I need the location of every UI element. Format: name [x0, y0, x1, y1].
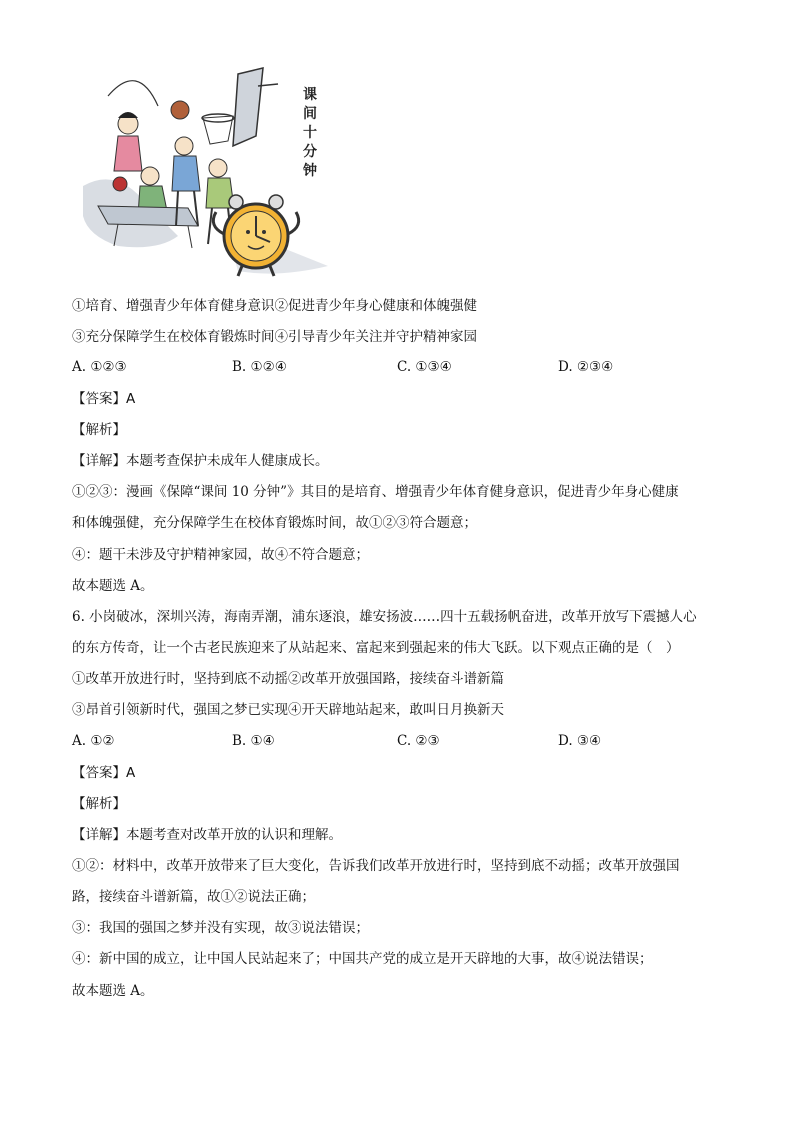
q6-stem-line2: 的东方传奇，让一个古老民族迎来了从站起来、富起来到强起来的伟大飞跃。以下观点正确的是（ ）	[72, 640, 680, 656]
q5-statements-line2: ③充分保障学生在校体育锻炼时间④引导青少年关注并守护精神家园	[72, 329, 477, 345]
q5-explanation-1-line1: ①②③：漫画《保障“课间 10 分钟”》其目的是培育、增强青少年体育健身意识，促进青少年身心健康	[72, 484, 679, 500]
q5-answer: 【答案】A	[72, 391, 136, 407]
q5-conclusion: 故本题选 A。	[72, 578, 154, 594]
cartoon-title: 课间十分钟	[303, 87, 317, 179]
q5-statements-line1: ①培育、增强青少年体育健身意识②促进青少年身心健康和体魄强健	[72, 298, 477, 314]
q6-options	[72, 731, 722, 751]
q6-explanation-2: ③：我国的强国之梦并没有实现，故③说法错误；	[72, 920, 369, 936]
q6-statements-line2: ③昂首引领新时代，强国之梦已实现④开天辟地站起来，敢叫日月换新天	[72, 702, 504, 718]
q5-option-c: C. ①③④	[397, 359, 452, 375]
q5-option-b: B. ①②④	[232, 359, 287, 375]
q6-option-b: B. ①④	[232, 733, 275, 749]
q6-stem-line1: 6. 小岗破冰，深圳兴涛，海南弄潮，浦东逐浪，雄安扬波……四十五载扬帆奋进，改革开放写下震撼人心	[72, 609, 697, 625]
q5-explanation-2: ④：题干未涉及守护精神家园，故④不符合题意；	[72, 547, 369, 563]
q6-analysis-label: 【解析】	[72, 796, 126, 812]
q6-detail: 【详解】本题考查对改革开放的认识和理解。	[72, 827, 342, 843]
q6-explanation-1-line1: ①②：材料中，改革开放带来了巨大变化，告诉我们改革开放进行时，坚持到底不动摇；改革开放强国	[72, 858, 680, 874]
q5-detail: 【详解】本题考查保护未成年人健康成长。	[72, 453, 329, 469]
q6-statements-line1: ①改革开放进行时，坚持到底不动摇②改革开放强国路，接续奋斗谱新篇	[72, 671, 504, 687]
q6-option-c: C. ②③	[397, 733, 440, 749]
q6-option-a: A. ①②	[72, 733, 115, 749]
q6-option-d: D. ③④	[558, 733, 602, 749]
q5-analysis-label: 【解析】	[72, 422, 126, 438]
q6-explanation-3: ④：新中国的成立，让中国人民站起来了；中国共产党的成立是开天辟地的大事，故④说法错误；	[72, 951, 653, 967]
q6-conclusion: 故本题选 A。	[72, 983, 154, 999]
q6-explanation-1-line2: 路，接续奋斗谱新篇，故①②说法正确；	[72, 889, 315, 905]
q5-explanation-1-line2: 和体魄强健，充分保障学生在校体育锻炼时间，故①②③符合题意；	[72, 515, 477, 531]
q6-answer: 【答案】A	[72, 765, 136, 781]
q5-option-d: D. ②③④	[558, 359, 614, 375]
q5-option-a: A. ①②③	[72, 359, 127, 375]
q5-options	[72, 357, 722, 377]
